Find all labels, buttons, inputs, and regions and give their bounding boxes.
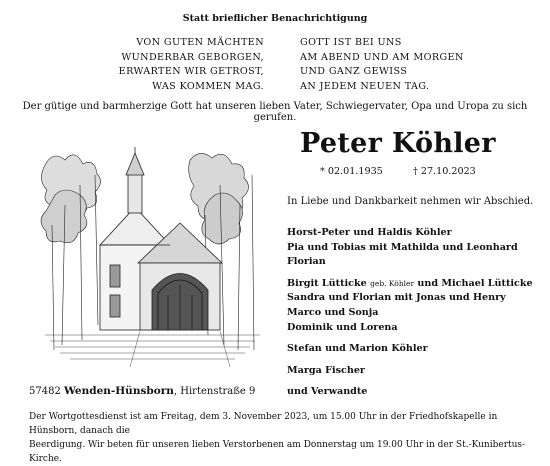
birth-date: * 02.01.1935 (320, 166, 383, 177)
farewell-text: In Liebe und Dankbarkeit nehmen wir Abschied. (287, 196, 534, 207)
family-line: Sandra und Florian mit Jonas und Henry (287, 292, 506, 304)
chapel-illustration (40, 145, 265, 374)
address (29, 385, 255, 397)
address-street: , Hirtenstraße 9 (173, 386, 256, 397)
family-line: Marco und Sonja (287, 306, 379, 318)
intro-text: Der gütige und barmherzige Gott hat unseren lieben Vater, Schwiegervater, Opa und Uropa zu sich gerufen. (22, 101, 528, 123)
family-line: Florian (287, 256, 326, 268)
family-line: Horst-Peter und Haldis Köhler (287, 227, 452, 238)
family-line: Stefan und Marion Köhler (287, 343, 428, 355)
poem-line: AM ABEND UND AM MORGEN (300, 51, 464, 63)
family-name-part: Birgit Lütticke (287, 277, 371, 289)
poem-line: ERWARTEN WIR GETROST, (118, 66, 264, 77)
chapel-drawing (40, 145, 265, 370)
poem-right (300, 36, 464, 94)
maiden-name: geb. Köhler (370, 278, 415, 288)
poem-line: WUNDERBAR GEBORGEN, (121, 51, 264, 63)
notice-header: Statt brieflicher Benachrichtigung (182, 13, 368, 24)
poem-line: AN JEDEM NEUEN TAG. (300, 80, 430, 92)
footer-line: Beerdigung. Wir beten für unseren lieben Verstorbenen am Donnerstag um 19.00 Uhr in der St.-Kunibertus-Kirche. (29, 440, 526, 464)
address-city: Wenden-Hünsborn (64, 385, 174, 397)
family-line: Marga Fischer (287, 364, 365, 376)
death-date: † 27.10.2023 (413, 166, 476, 177)
poem-left (119, 36, 264, 94)
family-line: Dominik und Lorena (287, 321, 398, 333)
poem-line: UND GANZ GEWISS (300, 66, 408, 77)
poem-line: GOTT IST BEI UNS (300, 37, 402, 48)
poem-line: VON GUTEN MÄCHTEN (136, 37, 264, 48)
family-line: Pia und Tobias mit Mathilda und Leonhard (287, 241, 518, 253)
family-line: und Verwandte (287, 386, 368, 398)
address-zip: 57482 (29, 386, 61, 397)
footer-line: Der Wortgottesdienst ist am Freitag, dem 3. November 2023, um 15.00 Uhr in der Friedhofskapelle in Hünsborn, danach die (29, 412, 498, 436)
ground-hatching (45, 331, 260, 367)
trees-left (41, 155, 101, 350)
deceased-name: Peter Köhler (300, 128, 496, 159)
family-line (287, 277, 533, 292)
family-list (287, 226, 533, 400)
family-name-part: und Michael Lütticke (414, 277, 533, 289)
poem-line: WAS KOMMEN MAG. (152, 80, 264, 92)
service-info (29, 410, 529, 466)
